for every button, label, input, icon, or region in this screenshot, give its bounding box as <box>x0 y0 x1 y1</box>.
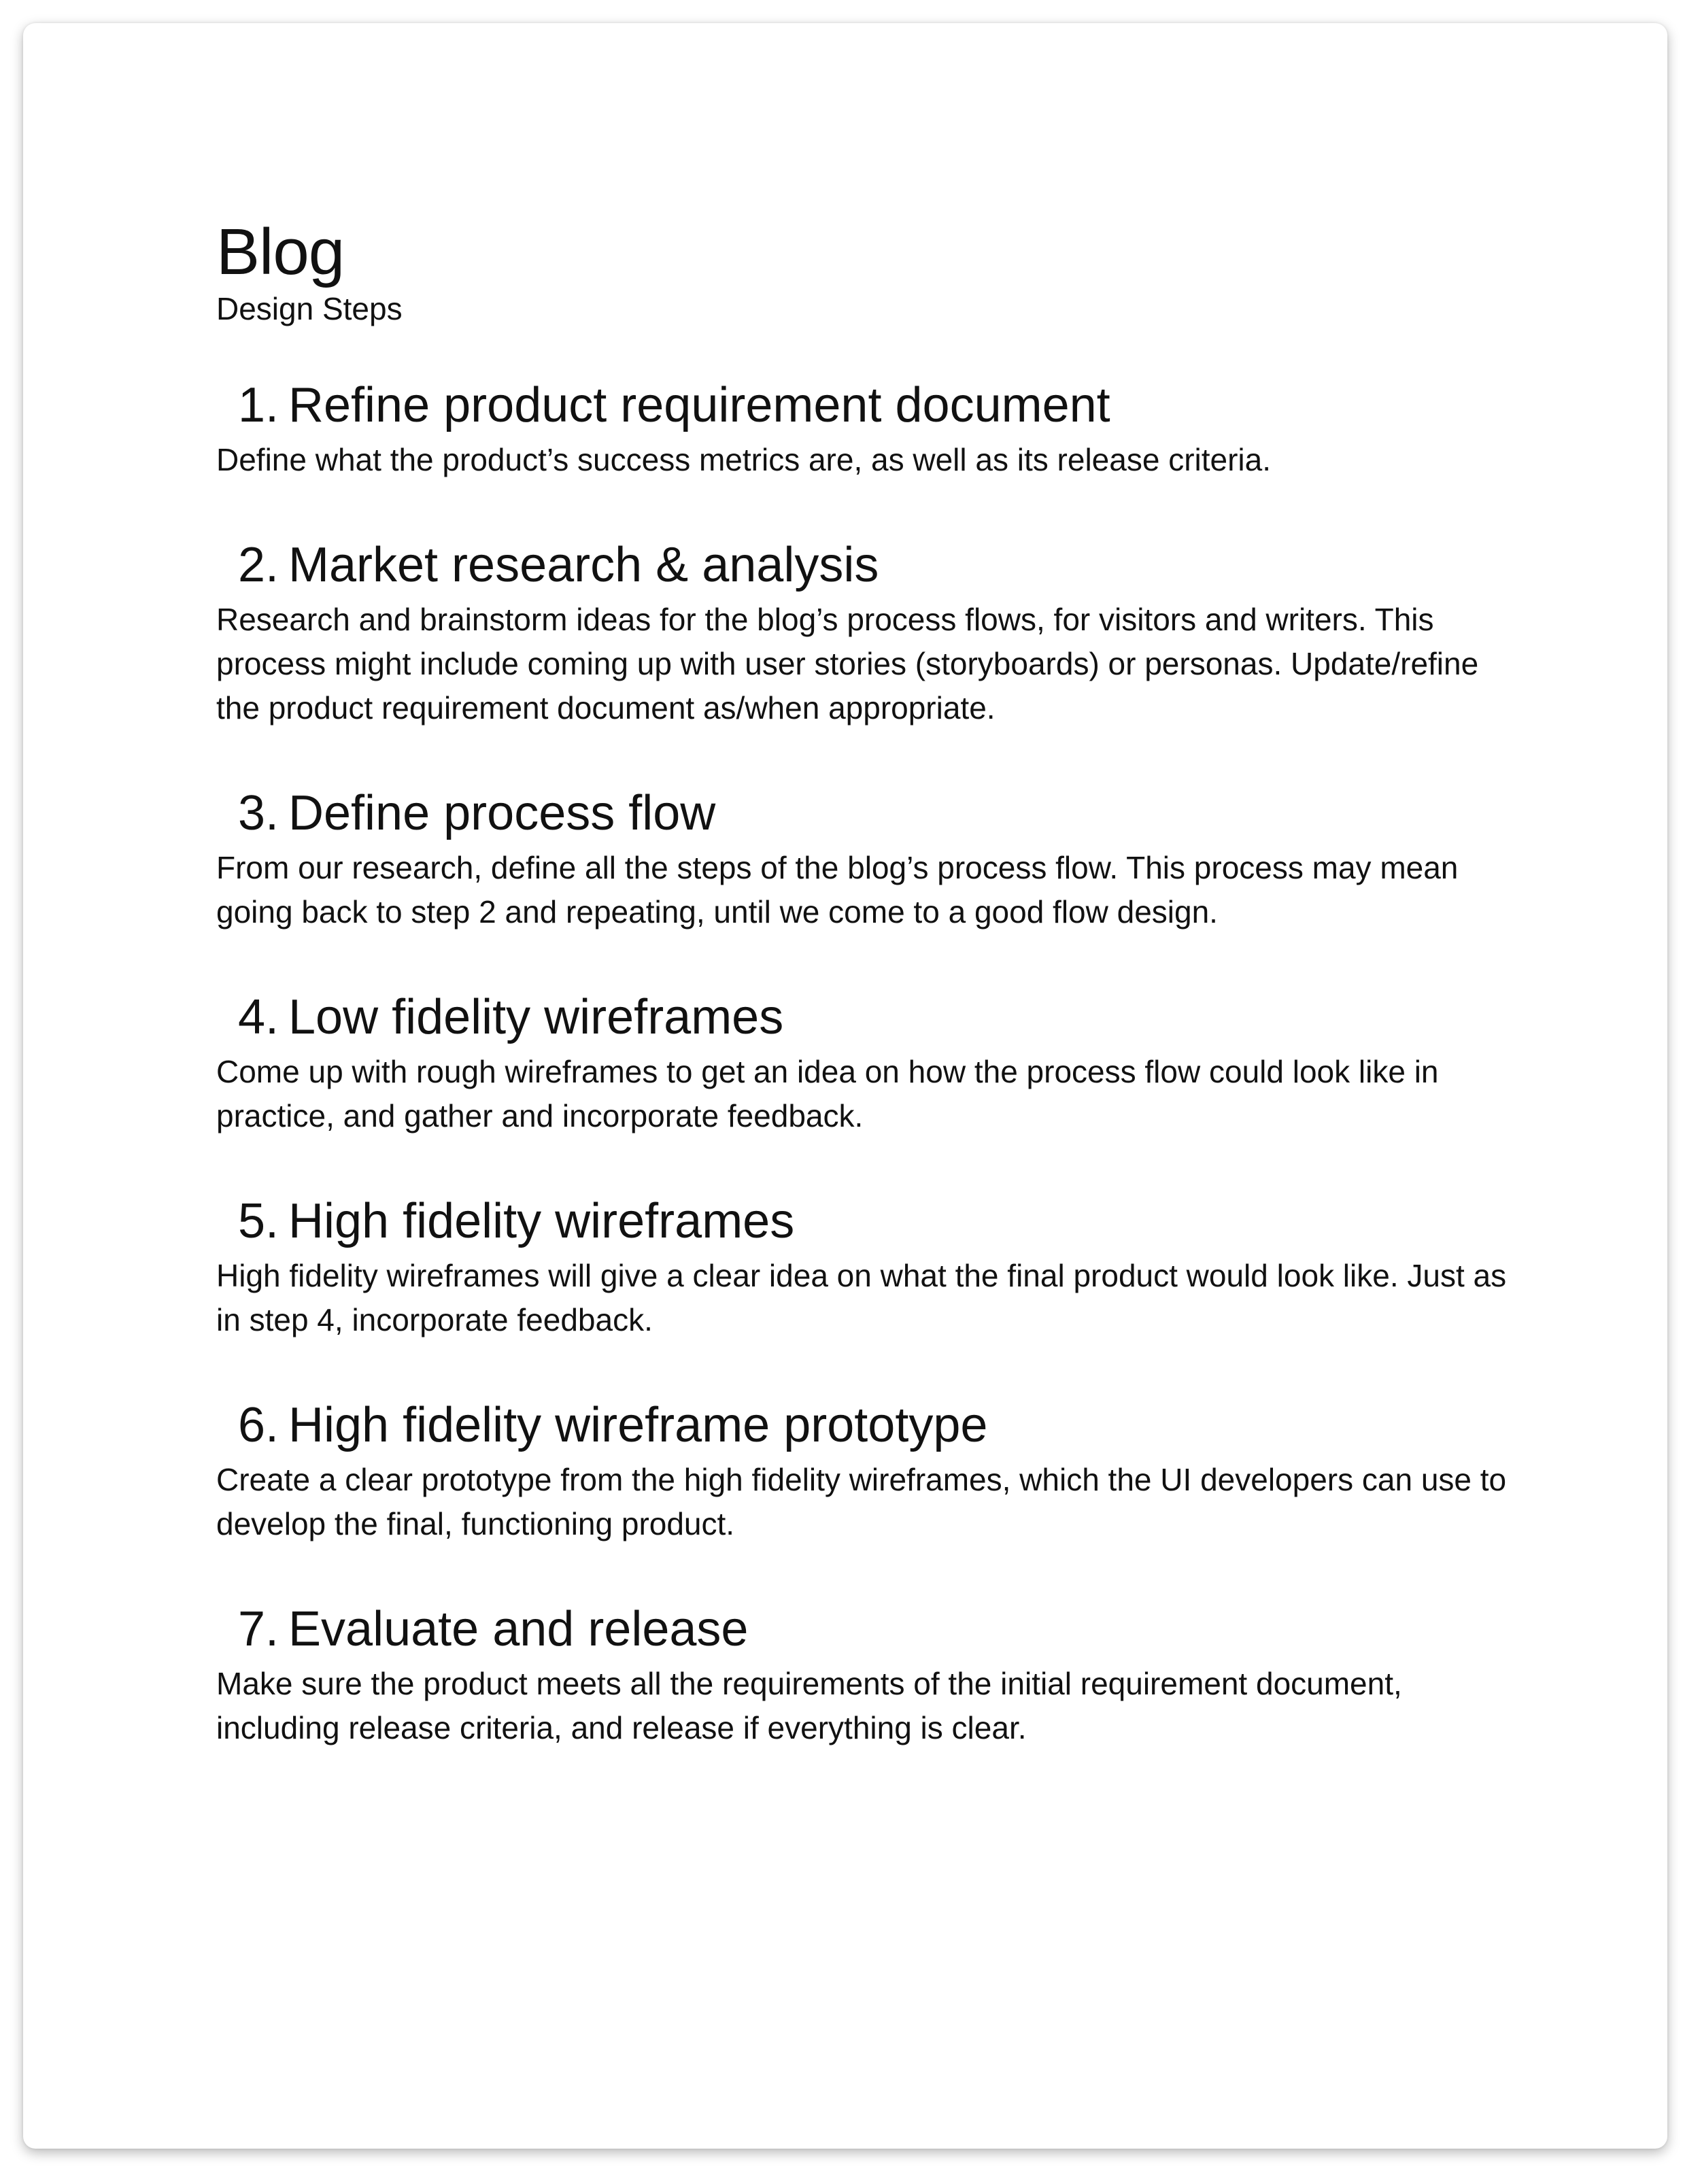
step-3 <box>216 785 1508 934</box>
step-title: High fidelity wireframes <box>288 1194 795 1248</box>
step-description: Define what the product’s success metrics are, as well as its release criteria. <box>216 442 1271 477</box>
step-title: Low fidelity wireframes <box>288 990 784 1044</box>
step-number: 5. <box>237 1194 279 1248</box>
step-title: High fidelity wireframe prototype <box>288 1398 988 1452</box>
step-heading <box>216 536 1508 594</box>
step-title: Define process flow <box>288 786 716 840</box>
step-5 <box>216 1193 1508 1342</box>
step-heading <box>216 1601 1508 1658</box>
step-title: Market research & analysis <box>288 538 879 592</box>
step-number: 4. <box>237 990 279 1044</box>
step-description: Create a clear prototype from the high fidelity wireframes, which the UI developers can use to develop the final, functioning product. <box>216 1462 1507 1541</box>
step-1 <box>216 377 1508 482</box>
step-description: From our research, define all the steps of the blog’s process flow. This process may mean going back to step 2 and repeating, until we come to a good flow design. <box>216 850 1459 929</box>
step-number: 2. <box>237 538 279 592</box>
step-heading <box>216 989 1508 1046</box>
step-number: 3. <box>237 786 279 840</box>
step-description: Research and brainstorm ideas for the blog’s process flows, for visitors and writers. This process might include coming up with user stories (storyboards) or personas. Update/refine the product requirement document as/when appropriate. <box>216 602 1479 726</box>
step-7 <box>216 1601 1508 1750</box>
design-steps-list <box>216 377 1508 1750</box>
step-heading <box>216 377 1508 434</box>
document-title: Blog <box>216 216 345 288</box>
step-title: Refine product requirement document <box>288 378 1110 432</box>
step-description: High fidelity wireframes will give a clear idea on what the final product would look like. Just as in step 4, incorporate feedback. <box>216 1258 1507 1337</box>
step-heading <box>216 785 1508 842</box>
step-2 <box>216 536 1508 730</box>
step-4 <box>216 989 1508 1138</box>
document-page <box>23 23 1667 2149</box>
step-number: 6. <box>237 1398 279 1452</box>
step-description: Come up with rough wireframes to get an idea on how the process flow could look like in practice, and gather and incorporate feedback. <box>216 1054 1439 1133</box>
step-number: 7. <box>237 1602 279 1656</box>
step-heading <box>216 1397 1508 1454</box>
step-6 <box>216 1397 1508 1546</box>
document-content <box>216 215 1508 1750</box>
step-description: Make sure the product meets all the requirements of the initial requirement document, including release criteria, and release if everything is clear. <box>216 1666 1402 1745</box>
document-subtitle: Design Steps <box>216 291 403 326</box>
step-title: Evaluate and release <box>288 1602 749 1656</box>
step-heading <box>216 1193 1508 1250</box>
step-number: 1. <box>237 378 279 432</box>
